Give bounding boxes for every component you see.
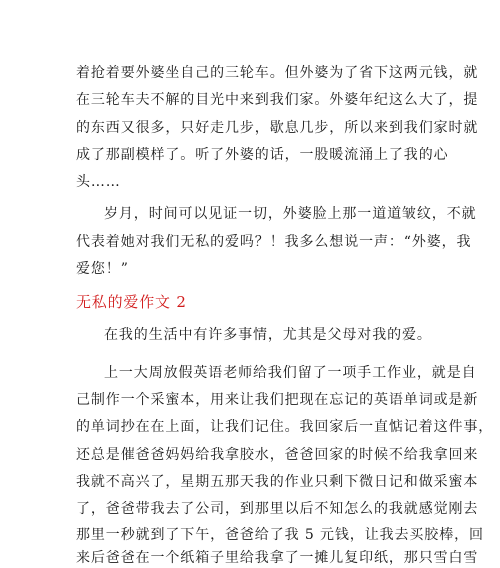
paragraph-4-line-6: 了，爸爸带我去了公司，到那里以后不知怎么的我就感觉刚去 (76, 501, 479, 517)
paragraph-4-line-8: 来后爸爸在一个纸箱子里给我拿了一摊儿复印纸，那只雪白雪 (76, 550, 479, 566)
paragraph-2-line-1: 岁月，时间可以见证一切，外婆脸上那一道道皱纹，不就 (104, 206, 477, 222)
paragraph-4-line-7: 那里一秒就到了下午，爸爸给了我 5 元钱，让我去买胶棒，回 (76, 527, 484, 543)
paragraph-3-line-1: 在我的生活中有许多事情，尤其是父母对我的爱。 (104, 327, 432, 343)
paragraph-4-line-2: 己制作一个采蜜本，用来让我们把现在忘记的英语单词或是新 (76, 392, 479, 408)
paragraph-4-line-4: 还总是催爸爸妈妈给我拿胶水，爸爸回家的时候不给我拿回来 (76, 447, 479, 463)
paragraph-1-line-5: 头…… (76, 174, 121, 190)
section-heading: 无私的爱作文 2 (76, 293, 187, 311)
paragraph-1-line-4: 成了那副模样了。听了外婆的话，一股暖流涌上了我的心 (76, 147, 449, 163)
paragraph-2-line-2: 代表着她对我们无私的爱吗？！我多么想说一声：“外婆，我 (76, 234, 472, 250)
paragraph-1-line-2: 在三轮车夫不解的目光中来到我们家。外婆年纪这么大了，提 (76, 92, 479, 108)
paragraph-1-line-1: 着抢着要外婆坐自己的三轮车。但外婆为了省下这两元钱，就 (76, 65, 479, 81)
paragraph-1-line-3: 的东西又很多，只好走几步，歇息几步，所以来到我们家时就 (76, 120, 479, 136)
paragraph-2-line-3: 爱您！” (76, 261, 129, 277)
paragraph-4-line-3: 的单词抄在在上面，让我们记住。我回家后一直惦记着这件事， (76, 419, 494, 435)
paragraph-4-line-1: 上一大周放假英语老师给我们留了一项手工作业，就是自 (104, 365, 477, 381)
paragraph-4-line-5: 我就不高兴了，星期五那天我的作业只剩下微日记和做采蜜本 (76, 474, 479, 490)
